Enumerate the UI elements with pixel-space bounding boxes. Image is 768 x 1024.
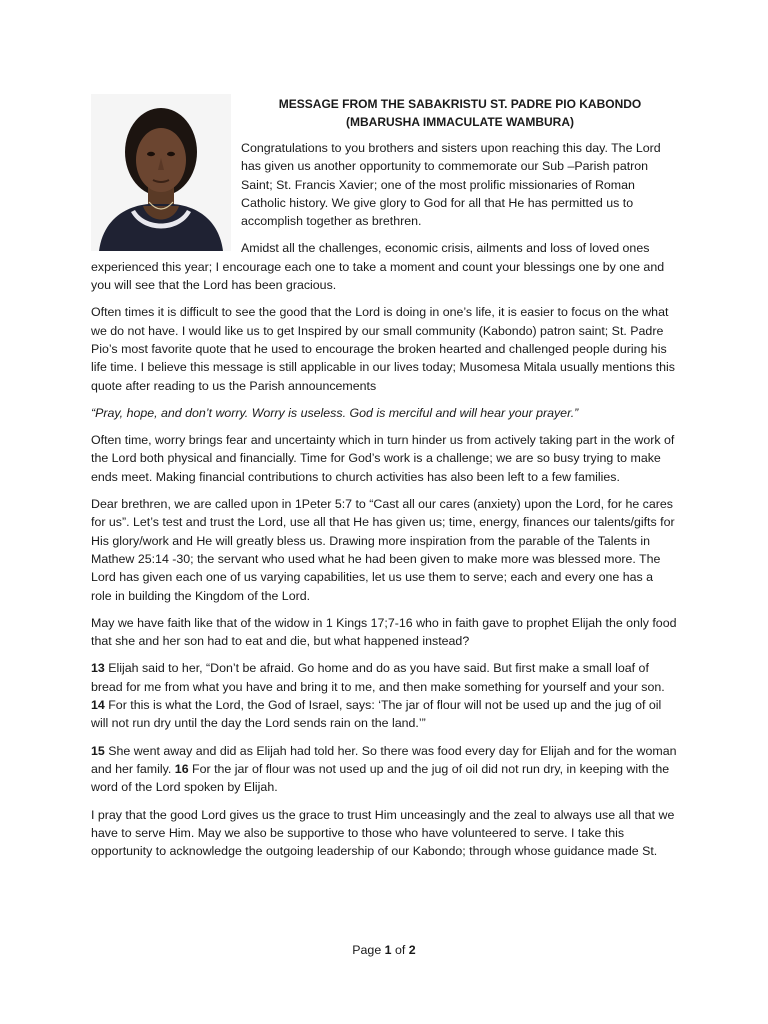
verse-text: For the jar of flour was not used up and the jug of oil did not run dry, in keeping with the word of the Lord spoken by Elijah. — [91, 761, 670, 795]
paragraph-challenges: Amidst all the challenges, economic crisis, ailments and loss of loved ones experienced this year; I encourage each one to take a moment and count your blessings one by one and you will see that the Lord has been gracious. — [91, 241, 665, 293]
verses-13-14 — [91, 659, 677, 732]
verses-15-16 — [91, 742, 677, 797]
paragraph-padre-pio: Often times it is difficult to see the good that the Lord is doing in one’s life, it is easier to focus on the what we do not have. I would like us to get Inspired by our small community (Kabondo) patron saint; St. Padre Pio’s most favorite quote that he used to encourage the broken hearted and challenged people during his life time. I believe this message is still applicable in our lives today; Musomesa Mitala usually mentions this quote after reading to us the Parish announcements — [91, 305, 675, 393]
title-line-1: MESSAGE FROM THE SABAKRISTU ST. PADRE PIO KABONDO — [278, 97, 642, 111]
title-line-2: (MBARUSHA IMMACULATE WAMBURA) — [346, 115, 574, 129]
verse-number: 16 — [174, 761, 189, 776]
verse-text: She went away and did as Elijah had told her. So there was food every day for Elijah and for the woman and her family. — [91, 743, 677, 776]
verse-number: 13 — [91, 661, 105, 676]
page-footer — [0, 943, 768, 957]
verse-text: Elijah said to her, “Don’t be afraid. Go home and do as you have said. But first make a small loaf of bread for me from what you have and bring it to me, and then make something for yourself and your son. — [91, 661, 665, 694]
padre-pio-quote: “Pray, hope, and don’t worry. Worry is useless. God is merciful and will hear your prayer.” — [91, 405, 579, 420]
paragraph-worry: Often time, worry brings fear and uncertainty which in turn hinder us from actively taking part in the work of the Lord both physical and financially. Time for God’s work is a challenge; we are so busy trying to make ends meet. Making financial contributions to church activities has also been left to a few families. — [91, 433, 675, 484]
paragraph-intro: Congratulations to you brothers and sisters upon reaching this day. The Lord has given us another opportunity to commemorate our Sub –Parish patron Saint; St. Francis Xavier; one of the most prolific missionaries of Roman Catholic history. We give glory to God for all that He has permitted us to accomplish together as brethren. — [241, 141, 661, 229]
verse-text: For this is what the Lord, the God of Israel, says: ‘The jar of flour will not be used up and the jug of oil will not run dry until the day the Lord sends rain on the land.’” — [91, 698, 662, 731]
portrait-spacer — [91, 139, 241, 252]
document-title — [240, 95, 680, 131]
paragraph-closing: I pray that the good Lord gives us the grace to trust Him unceasingly and the zeal to always use all that we have to serve Him. May we also be supportive to those who have volunteered to serve. I take this opportunity to acknowledge the outgoing leadership of our Kabondo; through whose guidance made St. — [91, 807, 675, 859]
verse-number: 14 — [91, 698, 105, 713]
document-body — [91, 139, 677, 869]
paragraph-widow: May we have faith like that of the widow in 1 Kings 17;7-16 who in faith gave to prophet Elijah the only food that she and her son had to eat and die, but what happened instead? — [91, 615, 677, 649]
verse-number: 15 — [91, 743, 105, 758]
page-total: 2 — [408, 943, 416, 957]
page-of-label: of — [391, 943, 409, 957]
paragraph-brethren: Dear brethren, we are called upon in 1Peter 5:7 to “Cast all our cares (anxiety) upon the Lord, for he cares for us”. Let’s test and trust the Lord, use all that He has given us; time, energy, finances our talents/gifts for His glory/work and He will greatly bless us. Drawing more inspiration from the parable of the Talents in Mathew 25:14 -30; the servant who used what he had been given to make more was blessed more. The Lord has given each one of us varying capabilities, let us use them to serve; each and every one has a role in building the Kingdom of the Lord. — [91, 497, 675, 603]
page-number: 1 — [384, 943, 392, 957]
page-label: Page — [352, 943, 385, 957]
